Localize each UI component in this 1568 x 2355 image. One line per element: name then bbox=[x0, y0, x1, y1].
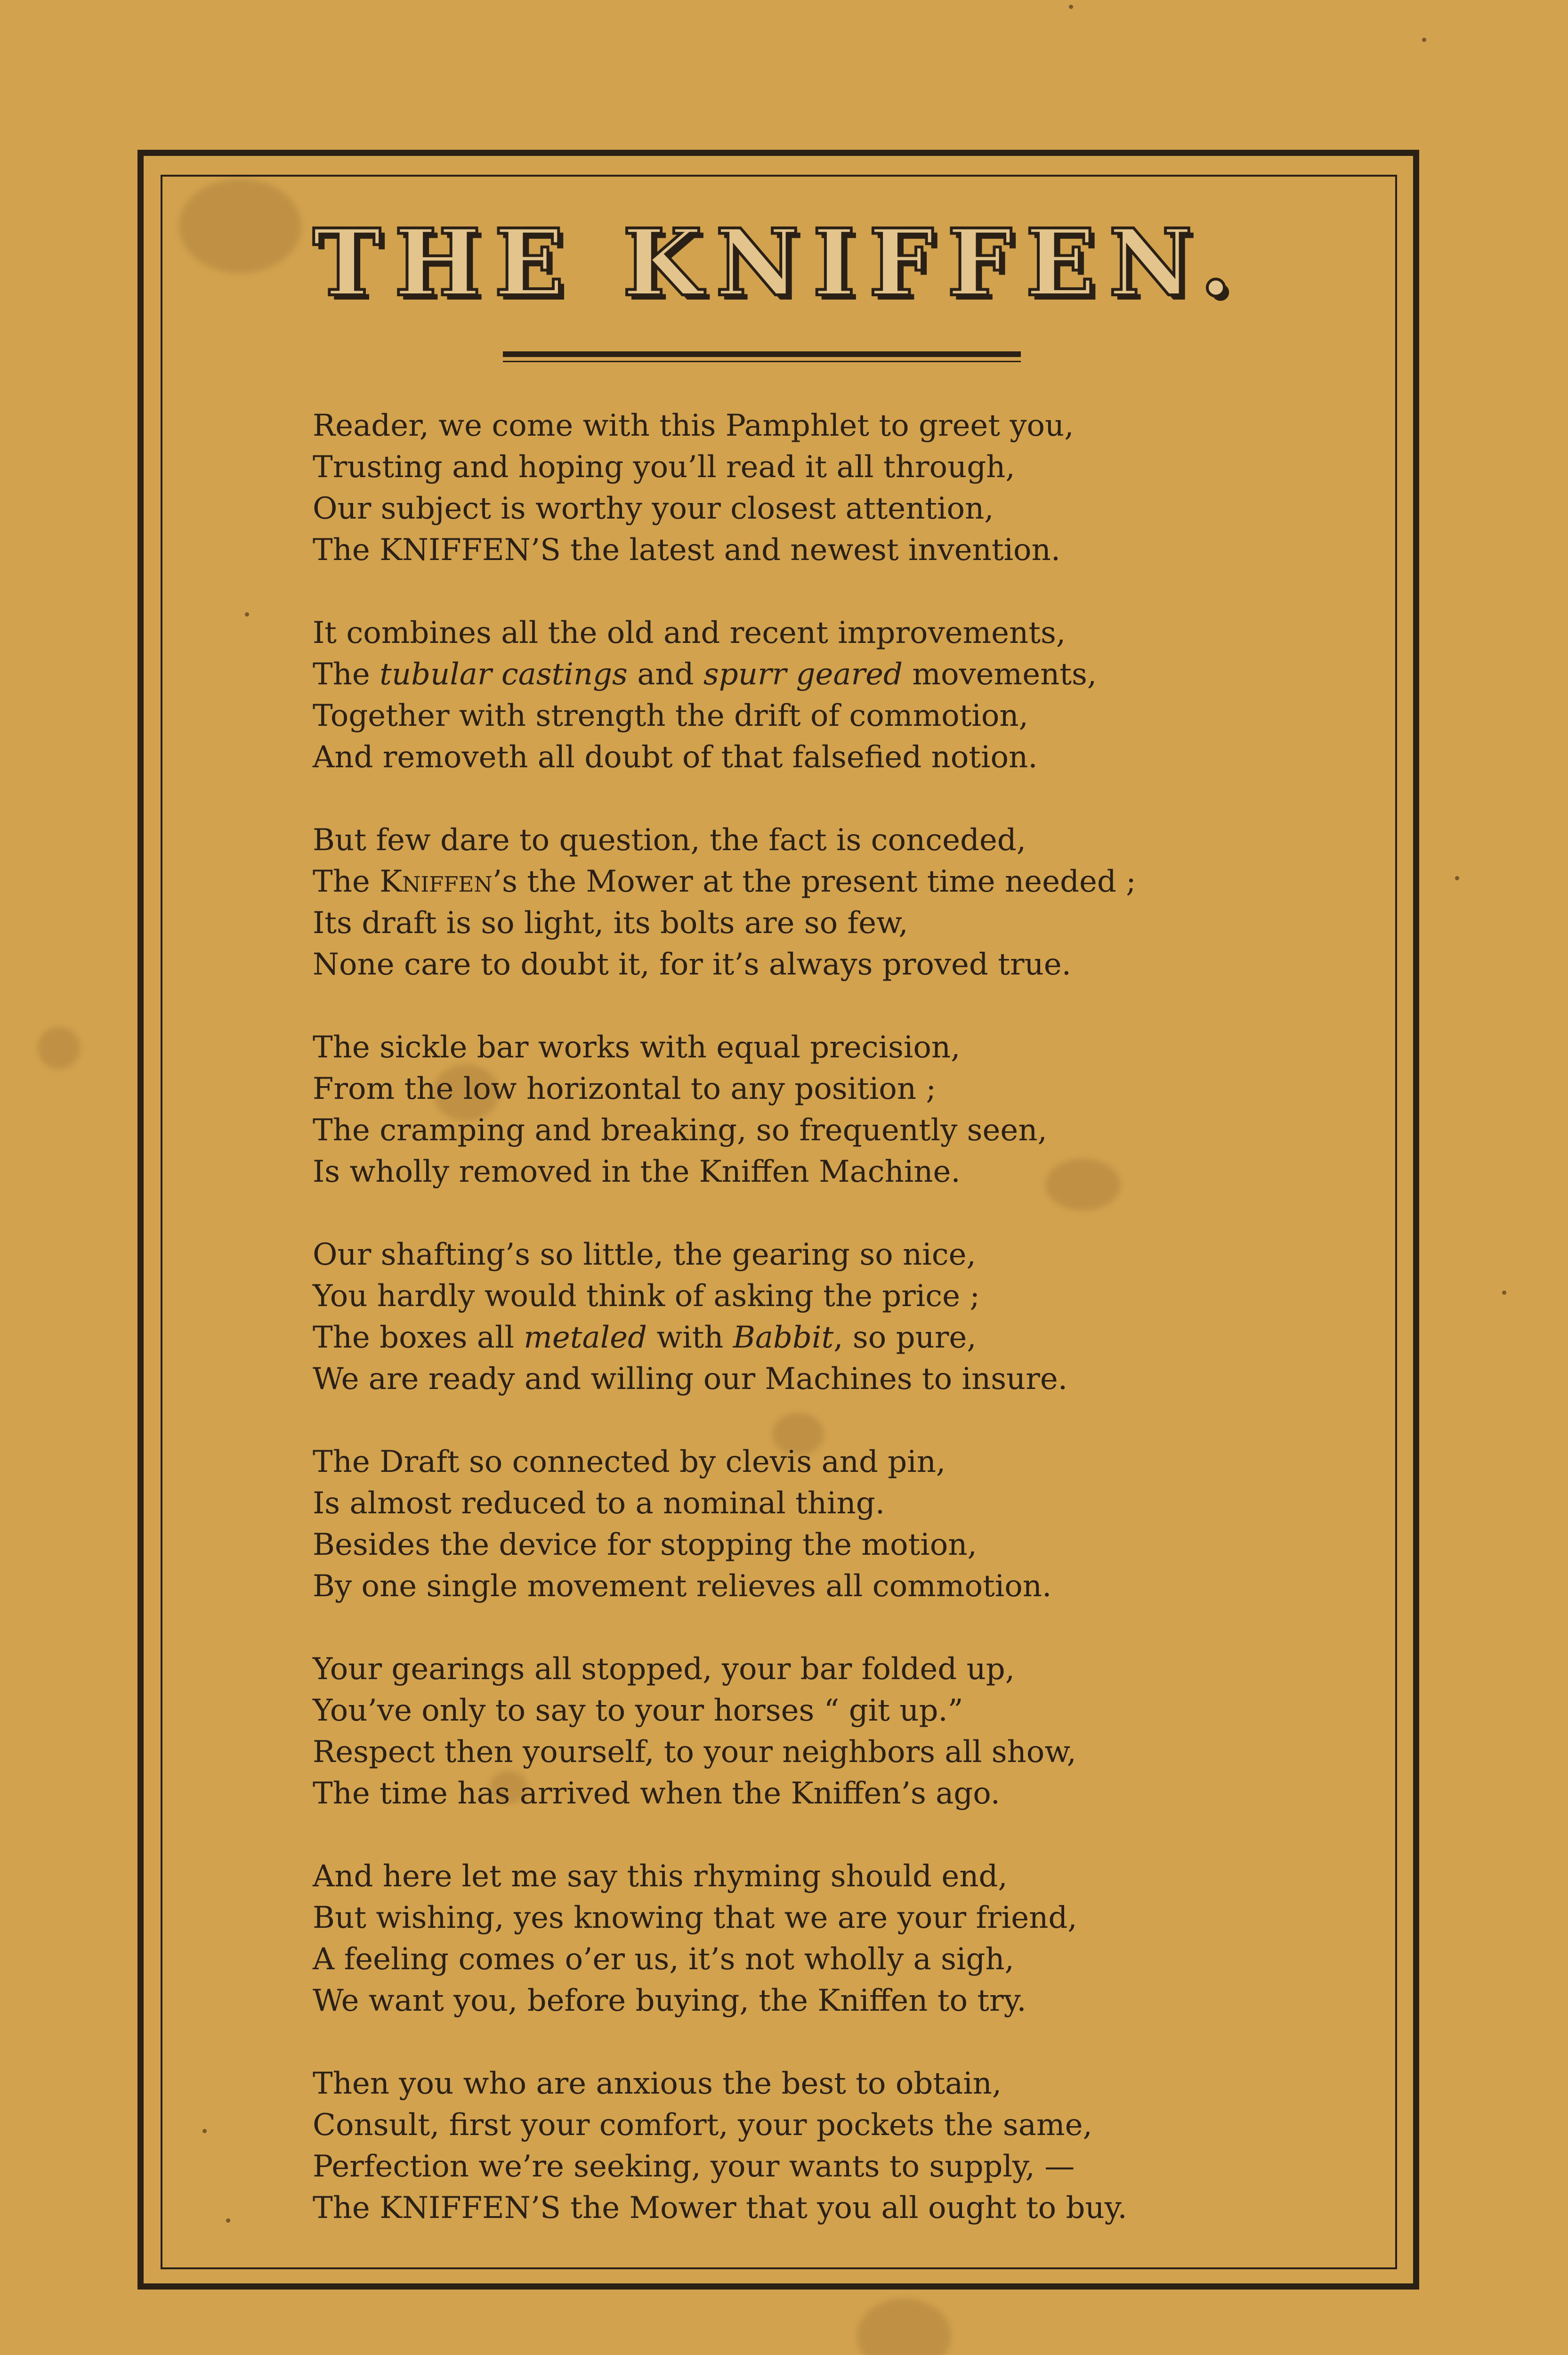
poem-line: Its draft is so light, its bolts are so few, bbox=[313, 906, 908, 941]
poem-line: None care to doubt it, for it’s always proved true. bbox=[313, 947, 1071, 982]
poem-line: The cramping and breaking, so frequently seen, bbox=[313, 1113, 1047, 1148]
speck bbox=[1455, 876, 1459, 880]
poem-line: Reader, we come with this Pamphlet to greet you, bbox=[313, 408, 1074, 443]
stanza bbox=[313, 1234, 1396, 1400]
poem-line: The KNIFFEN’S the Mower that you all ought to buy. bbox=[313, 2191, 1127, 2225]
poem-line: By one single movement relieves all commotion. bbox=[313, 1569, 1052, 1604]
emphasis-text: metaled bbox=[524, 1320, 647, 1355]
stanza bbox=[313, 405, 1396, 571]
poem-line: A feeling comes o’er us, it’s not wholly a sigh, bbox=[313, 1942, 1014, 1977]
speck bbox=[1502, 1291, 1506, 1295]
line-text: movements, bbox=[902, 657, 1097, 692]
stain bbox=[38, 1027, 80, 1069]
poem-line: You’ve only to say to your horses “ git up.” bbox=[313, 1693, 963, 1728]
poem-line: Respect then yourself, to your neighbors all show, bbox=[313, 1735, 1076, 1770]
line-text: , so pure, bbox=[833, 1320, 977, 1355]
line-text: ’s the Mower at the present time needed ; bbox=[492, 864, 1136, 899]
poem-line: The sickle bar works with equal precision, bbox=[313, 1030, 961, 1065]
stain bbox=[857, 2298, 951, 2355]
emphasis-text: spurr geared bbox=[703, 657, 903, 692]
line-text: The bbox=[313, 864, 380, 899]
speck bbox=[1422, 38, 1426, 42]
poem-line: But few dare to question, the fact is conceded, bbox=[313, 823, 1026, 858]
poem-line: Is wholly removed in the Kniffen Machine. bbox=[313, 1154, 961, 1189]
poem-line: Then you who are anxious the best to obtain, bbox=[313, 2066, 1002, 2101]
poem-line: Consult, first your comfort, your pockets the same, bbox=[313, 2108, 1092, 2143]
poem-line: Besides the device for stopping the motion, bbox=[313, 1527, 977, 1562]
poem-line: But wishing, yes knowing that we are your friend, bbox=[313, 1900, 1077, 1935]
stanza bbox=[313, 1648, 1396, 1814]
poem-line: The Draft so connected by clevis and pin, bbox=[313, 1445, 946, 1479]
stanza bbox=[313, 1441, 1396, 1607]
stanza bbox=[313, 1027, 1396, 1193]
poem-line: The time has arrived when the Kniffen’s ago. bbox=[313, 1776, 1000, 1811]
stanza bbox=[313, 820, 1396, 985]
poem-line bbox=[313, 861, 1396, 902]
poem-line: Your gearings all stopped, your bar folded up, bbox=[313, 1652, 1015, 1687]
poem-line bbox=[313, 654, 1396, 695]
poem-line: Trusting and hoping you’ll read it all through, bbox=[313, 450, 1015, 485]
poem-line: It combines all the old and recent improvements, bbox=[313, 616, 1066, 650]
page-title: THE KNIFFEN. bbox=[313, 209, 1245, 317]
line-text: with bbox=[647, 1320, 733, 1355]
stanza bbox=[313, 612, 1396, 778]
line-text: The boxes all bbox=[313, 1320, 524, 1355]
poem-line: And here let me say this rhyming should end, bbox=[313, 1859, 1008, 1894]
poem-line: Is almost reduced to a nominal thing. bbox=[313, 1486, 885, 1521]
line-text: The bbox=[313, 657, 380, 692]
poem-line: The KNIFFEN’S the latest and newest invention. bbox=[313, 533, 1061, 568]
emphasis-text: tubular castings bbox=[380, 657, 628, 692]
stanza bbox=[313, 1856, 1396, 2022]
emphasis-text: Kniffen bbox=[380, 864, 493, 899]
poem bbox=[313, 405, 1396, 2270]
poem-line: From the low horizontal to any position ; bbox=[313, 1072, 936, 1106]
poem-line: Our shafting’s so little, the gearing so nice, bbox=[313, 1237, 976, 1272]
poem-line: You hardly would think of asking the price ; bbox=[313, 1279, 980, 1314]
poem-line: And removeth all doubt of that falsefied notion. bbox=[313, 740, 1038, 775]
poem-line: Together with strength the drift of commotion, bbox=[313, 698, 1028, 733]
poem-line: We want you, before buying, the Kniffen to try. bbox=[313, 1983, 1026, 2018]
poem-line: Perfection we’re seeking, your wants to supply, — bbox=[313, 2149, 1075, 2184]
title-rule-thin bbox=[503, 361, 1021, 362]
stanza bbox=[313, 2063, 1396, 2229]
poem-line: Our subject is worthy your closest attention, bbox=[313, 491, 994, 526]
line-text: and bbox=[627, 657, 703, 692]
emphasis-text: Babbit bbox=[733, 1320, 834, 1355]
speck bbox=[1069, 5, 1073, 9]
poem-line bbox=[313, 1317, 1396, 1358]
title-rule bbox=[503, 351, 1021, 357]
poem-line: We are ready and willing our Machines to insure. bbox=[313, 1362, 1068, 1397]
